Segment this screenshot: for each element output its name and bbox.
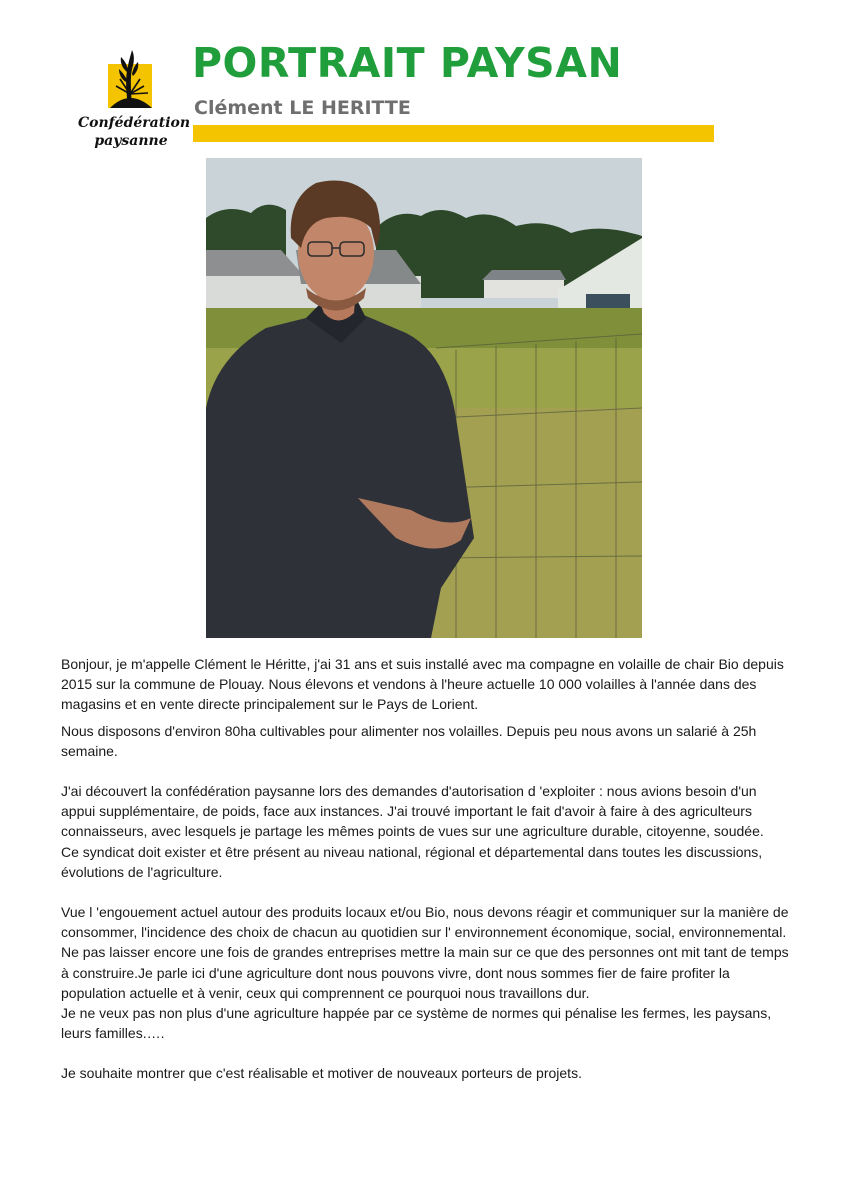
paragraph-conclusion: Je souhaite montrer que c'est réalisable et motiver de nouveaux porteurs de projets. xyxy=(61,1065,582,1082)
confederation-paysanne-logo xyxy=(78,48,191,160)
logo-text-line1: Confédération xyxy=(78,115,191,131)
header-accent-bar xyxy=(193,125,714,142)
paragraph-enterprises: Ne pas laisser encore une fois de grandes entreprises mettre la main sur ce que des personnes ont mit tant de temps à construire.Je parle ici d'une agriculture dont nous pouvons vivre, dont nous sommes fier de faire profiter la population actuelle et à venir, ceux qui comprennent ce pourquoi nous travaillons dur. xyxy=(61,944,789,1001)
article-body xyxy=(61,654,791,1084)
paragraph-engagement: Vue l 'engouement actuel autour des produits locaux et/ou Bio, nous devons réagir et communiquer sur la manière de consommer, l'incidence des choix de chacun au quotidien sur l' environnement économique, social, environnemental. xyxy=(61,904,789,941)
paragraph-intro: Bonjour, je m'appelle Clément le Héritte, j'ai 31 ans et suis installé avec ma compagne en volaille de chair Bio depuis 2015 sur la commune de Plouay. Nous élevons et vendons à l'heure actuelle 10 000 volailles à l'année dans des magasins et en vente directe principalement sur le Pays de Lorient. xyxy=(61,656,784,713)
paragraph-norms: Je ne veux pas non plus d'une agriculture happée par ce système de normes qui pénalise les fermes, les paysans, leurs familles.…. xyxy=(61,1005,772,1042)
paragraph-discovery: J'ai découvert la confédération paysanne lors des demandes d'autorisation d 'exploiter : nous avions besoin d'un appui supplémentaire, de poids, face aux instances. J'ai trouvé important le fait d'avoir à faire à des agriculteurs connaisseurs, avec lesquels je partage les mêmes points de vues sur une agriculture durable, citoyenne, soudée. xyxy=(61,783,764,840)
farmer-name: Clément LE HERITTE xyxy=(194,97,411,119)
wheat-sun-logo-icon xyxy=(104,48,156,110)
page-title: PORTRAIT PAYSAN xyxy=(192,39,623,87)
paragraph-syndicate: Ce syndicat doit exister et être présent au niveau national, régional et départemental dans toutes les discussions, évolutions de l'agriculture. xyxy=(61,843,763,880)
paragraph-farm: Nous disposons d'environ 80ha cultivables pour alimenter nos volailles. Depuis peu nous avons un salarié à 25h semaine. xyxy=(61,722,757,759)
farmer-portrait-photo xyxy=(206,158,642,638)
logo-text-line2: paysanne xyxy=(94,133,168,149)
